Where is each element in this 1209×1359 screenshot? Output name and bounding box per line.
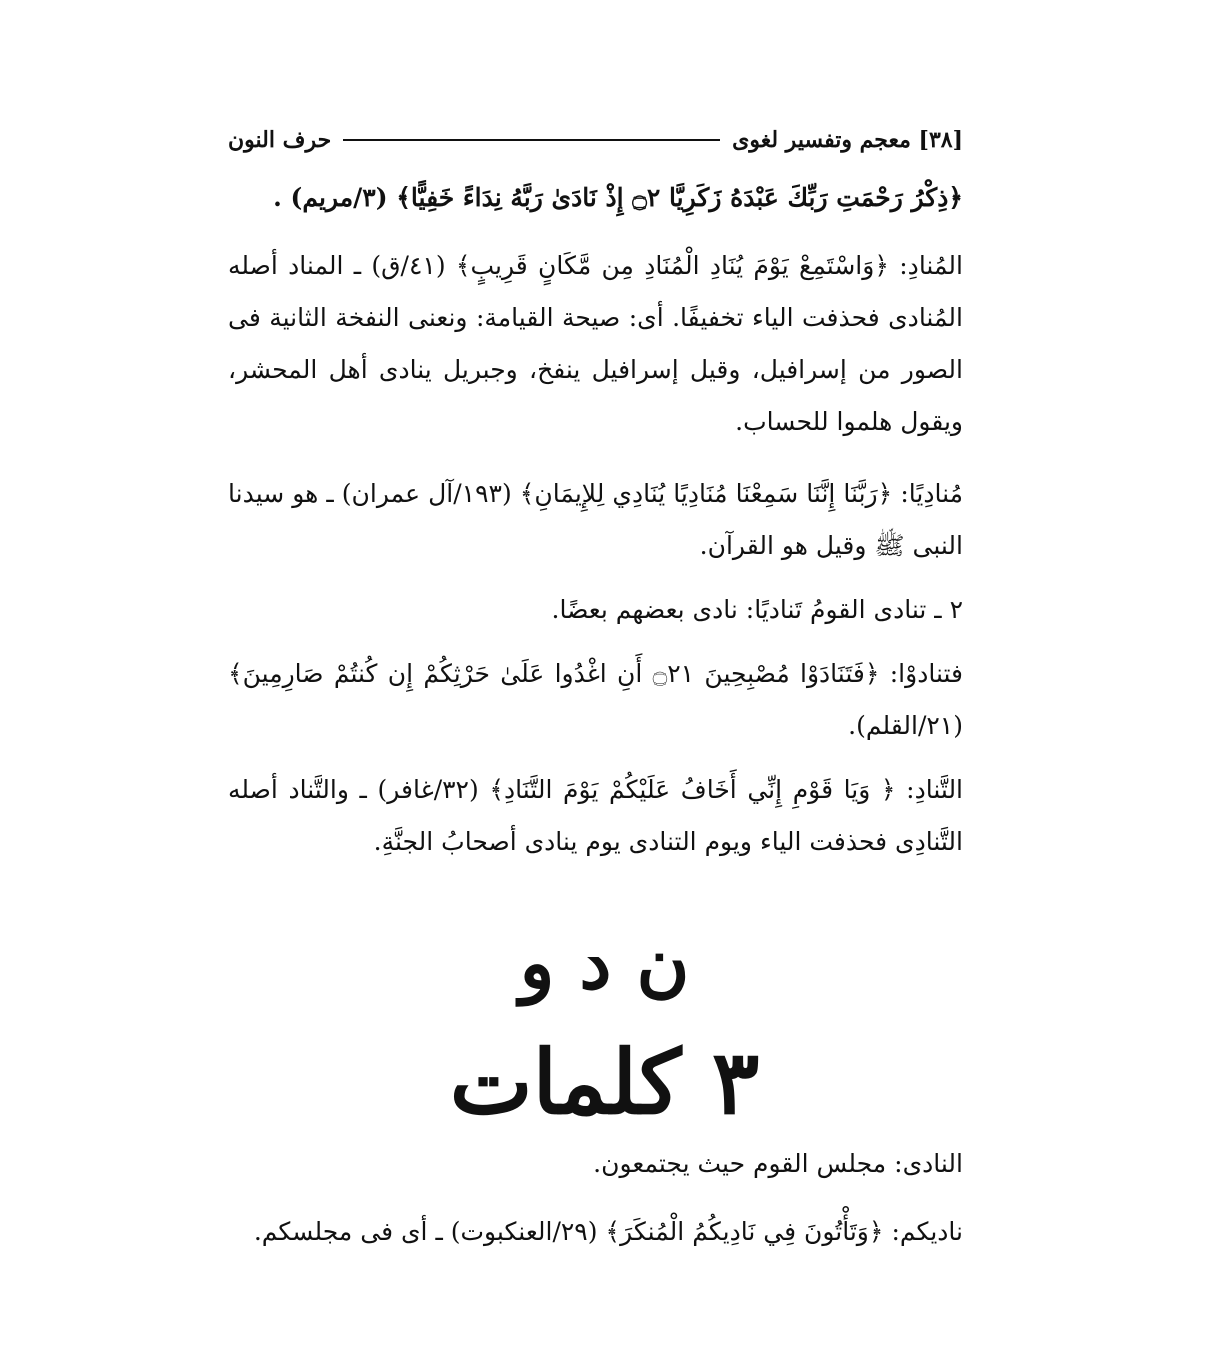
entry-block-1 — [228, 172, 963, 868]
entry-munadiyan: مُنادِيًا: ﴿رَبَّنَا إِنَّنَا سَمِعْنَا مُنَادِيًا يُنَادِي لِلإِيمَانِ﴾ (١٩٣/آل عمران) ـ هو سيدنا النبى ﷺ وقيل هو القرآن. — [228, 479, 964, 560]
page-header — [228, 118, 963, 162]
header-book-title: [٣٨] معجم وتفسير لغوى — [732, 127, 963, 153]
entry-al-munad: المُنادِ: ﴿وَاسْتَمِعْ يَوْمَ يُنَادِ الْمُنَادِ مِن مَّكَانٍ قَرِيبٍ﴾ (٤١/ق) ـ المناد أصله المُنادى فحذفت الياء تخفيفًا. أى: صيحة القيامة: ونعنى النفخة الثانية فى الصور من إسرافيل، وقيل إسرافيل ينفخ، وجبريل ينادى أهل المحشر، ويقول هلموا للحساب. — [228, 251, 963, 436]
entry-tanada: ٢ ـ تنادى القومُ تَناديًا: نادى بعضهم بعضًا. — [551, 595, 963, 624]
header-chapter-title: حرف النون — [228, 127, 332, 153]
word-count-heading: ٣ كلمات — [449, 1030, 760, 1134]
entry-at-tanad: التَّنادِ: ﴿ وَيَا قَوْمِ إِنِّي أَخَافُ عَلَيْكُمْ يَوْمَ التَّنَادِ﴾ (٣٢/غافر) ـ والتَّناد أصله التَّنادِى فحذفت الياء ويوم التنادى يوم ينادى أصحابُ الجنَّةِ. — [228, 775, 964, 856]
entry-block-2 — [228, 1138, 963, 1258]
entry-nadikum: ناديكم: ﴿وَتَأْتُونَ فِي نَادِيكُمُ الْمُنكَرَ﴾ (٢٩/العنكبوت) ـ أى فى مجلسكم. — [253, 1217, 963, 1246]
entry-an-nadi: النادى: مجلس القوم حيث يجتمعون. — [593, 1149, 963, 1178]
verse-maryam: ﴿ذِكْرُ رَحْمَتِ رَبِّكَ عَبْدَهُ زَكَرِيَّا ۝٢ إِذْ نَادَىٰ رَبَّهُ نِدَاءً خَفِيًّا﴾ (٣/مريم) . — [273, 183, 963, 212]
header-rule — [343, 139, 720, 141]
entry-fatanadaw: فتنادوْا: ﴿فَتَنَادَوْا مُصْبِحِينَ ۝٢١ أَنِ اغْدُوا عَلَىٰ حَرْثِكُمْ إِن كُنتُمْ صَارِمِينَ﴾ (٢١/القلم). — [228, 659, 963, 740]
root-letters-heading: ن د و — [519, 920, 690, 1005]
